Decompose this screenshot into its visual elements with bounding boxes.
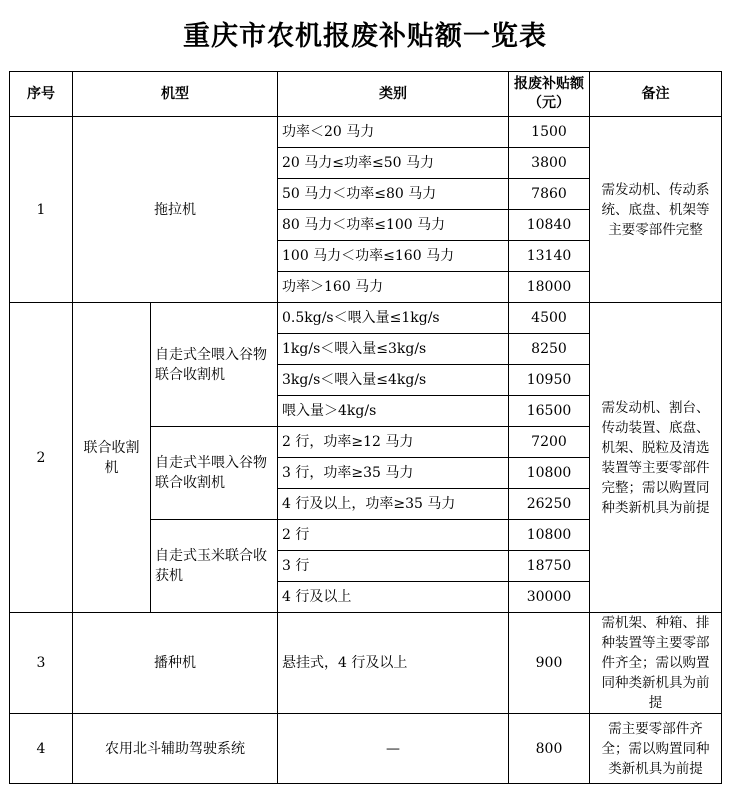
row-category: 3 行	[278, 551, 509, 582]
header-model: 机型	[73, 72, 278, 117]
row-category: 100 马力＜功率≤160 马力	[278, 241, 509, 272]
row-remark: 需主要零部件齐全；需以购置同种类新机具为前提	[590, 714, 722, 784]
table-row	[10, 303, 722, 334]
row-amount: 26250	[509, 489, 590, 520]
row-amount: 13140	[509, 241, 590, 272]
table-row	[10, 117, 722, 148]
row-amount: 7860	[509, 179, 590, 210]
row-category: 悬挂式，4 行及以上	[278, 613, 509, 714]
row-subtype: 自走式玉米联合收获机	[151, 520, 278, 613]
row-category: 功率＜20 马力	[278, 117, 509, 148]
row-category: —	[278, 714, 509, 784]
row-category: 3 行，功率≥35 马力	[278, 458, 509, 489]
row-remark: 需发动机、传动系统、底盘、机架等主要零部件完整	[590, 117, 722, 303]
row-amount: 30000	[509, 582, 590, 613]
row-subtype: 自走式全喂入谷物联合收割机	[151, 303, 278, 427]
header-no: 序号	[10, 72, 73, 117]
row-amount: 16500	[509, 396, 590, 427]
row-amount: 8250	[509, 334, 590, 365]
header-remark: 备注	[590, 72, 722, 117]
row-category: 喂入量＞4kg/s	[278, 396, 509, 427]
row-subtype: 自走式半喂入谷物联合收割机	[151, 427, 278, 520]
header-category: 类别	[278, 72, 509, 117]
row-amount: 10800	[509, 458, 590, 489]
row-amount: 1500	[509, 117, 590, 148]
row-category: 功率＞160 马力	[278, 272, 509, 303]
row-amount: 7200	[509, 427, 590, 458]
row-model: 拖拉机	[73, 117, 278, 303]
row-amount: 10840	[509, 210, 590, 241]
page-title: 重庆市农机报废补贴额一览表	[183, 21, 547, 52]
row-no: 4	[10, 714, 73, 784]
table-row	[10, 613, 722, 714]
row-amount: 900	[509, 613, 590, 714]
row-category: 80 马力＜功率≤100 马力	[278, 210, 509, 241]
row-remark: 需机架、种箱、排种装置等主要零部件齐全；需以购置同种类新机具为前提	[590, 613, 722, 714]
subsidy-table	[9, 71, 722, 784]
row-no: 3	[10, 613, 73, 714]
row-category: 2 行	[278, 520, 509, 551]
row-category: 3kg/s＜喂入量≤4kg/s	[278, 365, 509, 396]
row-amount: 18750	[509, 551, 590, 582]
header-amount: 报废补贴额（元）	[509, 72, 590, 117]
row-amount: 4500	[509, 303, 590, 334]
row-model: 播种机	[73, 613, 278, 714]
row-category: 50 马力＜功率≤80 马力	[278, 179, 509, 210]
row-category: 0.5kg/s＜喂入量≤1kg/s	[278, 303, 509, 334]
row-amount: 3800	[509, 148, 590, 179]
row-no: 2	[10, 303, 73, 613]
row-amount: 800	[509, 714, 590, 784]
row-category: 2 行，功率≥12 马力	[278, 427, 509, 458]
row-no: 1	[10, 117, 73, 303]
row-amount: 10800	[509, 520, 590, 551]
row-category: 20 马力≤功率≤50 马力	[278, 148, 509, 179]
header-row	[10, 72, 722, 117]
row-category: 4 行及以上	[278, 582, 509, 613]
row-model: 农用北斗辅助驾驶系统	[73, 714, 278, 784]
row-remark: 需发动机、割台、传动装置、底盘、机架、脱粒及清选装置等主要零部件完整；需以购置同种类新机具为前提	[590, 303, 722, 613]
row-model: 联合收割机	[73, 303, 151, 613]
row-amount: 10950	[509, 365, 590, 396]
row-category: 4 行及以上，功率≥35 马力	[278, 489, 509, 520]
row-amount: 18000	[509, 272, 590, 303]
row-category: 1kg/s＜喂入量≤3kg/s	[278, 334, 509, 365]
table-row	[10, 714, 722, 784]
